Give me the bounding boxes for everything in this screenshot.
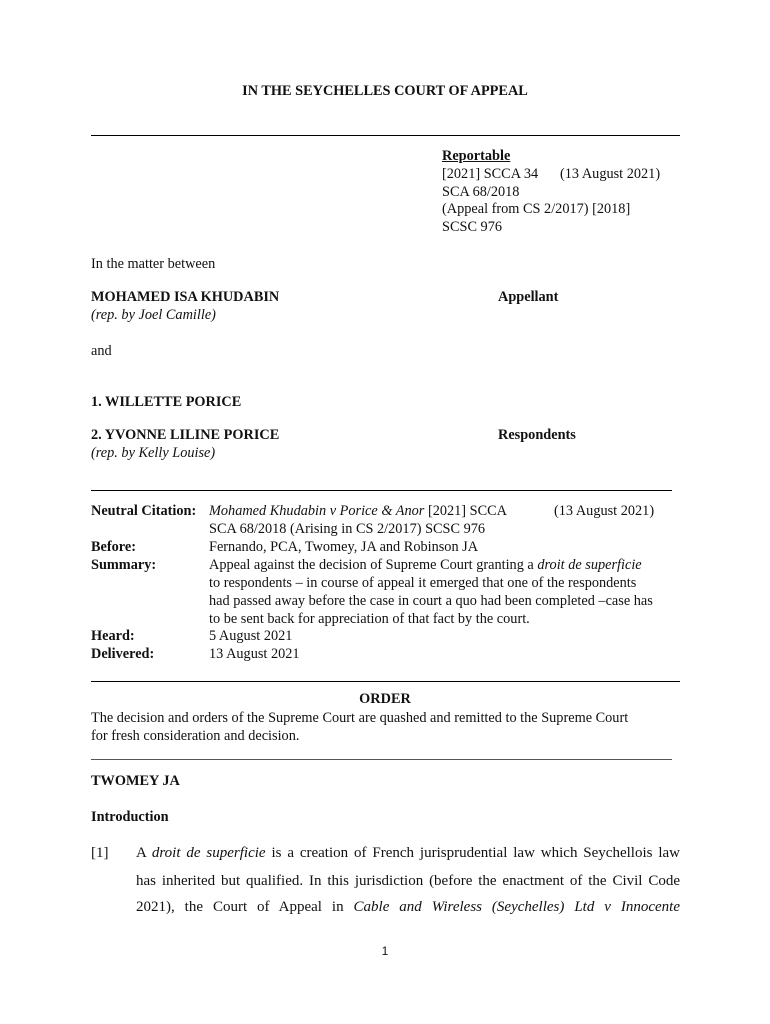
- page-number: 1: [381, 944, 389, 958]
- respondents-role: Respondents: [498, 427, 576, 443]
- heard-value: 5 August 2021: [209, 628, 293, 644]
- neutral-citation-date: (13 August 2021): [554, 503, 655, 519]
- appellant-name: MOHAMED ISA KHUDABIN: [91, 289, 280, 305]
- reportable-label: Reportable: [442, 148, 511, 164]
- and-text: and: [91, 343, 112, 359]
- reportable-citation: [2021] SCCA 34: [442, 166, 539, 182]
- order-line-1: The decision and orders of the Supreme Court are quashed and remitted to the Supreme Court: [91, 710, 629, 726]
- respondents-representation: (rep. by Kelly Louise): [91, 445, 216, 461]
- reportable-appeal-from-cont: SCSC 976: [442, 219, 502, 235]
- summary-line-4: to be sent back for appreciation of that fact by the court.: [209, 611, 530, 627]
- summary-line-3: had passed away before the case in court a quo had been completed –case has: [209, 593, 653, 609]
- case-citation: Cable and Wireless (Seychelles) Ltd v Innocente: [353, 899, 680, 915]
- neutral-citation-ref: [2021] SCCA: [427, 503, 507, 519]
- introduction-heading: Introduction: [91, 809, 169, 825]
- paragraph-1-line-3-text: 2021), the Court of Appeal in: [136, 899, 344, 915]
- before-value: Fernando, PCA, Twomey, JA and Robinson JA: [209, 539, 479, 555]
- paragraph-1-term: droit de superficie: [151, 845, 266, 861]
- court-title: IN THE SEYCHELLES COURT OF APPEAL: [242, 83, 528, 99]
- order-divider: [91, 759, 672, 760]
- parties-divider: [91, 490, 672, 491]
- neutral-citation-value: [209, 503, 507, 520]
- respondent-1-name: 1. WILLETTE PORICE: [91, 394, 242, 410]
- paragraph-1-line-1: [136, 845, 680, 862]
- delivered-value: 13 August 2021: [209, 646, 300, 662]
- paragraph-1-line-2: has inherited but qualified. In this jurisdiction (before the enactment of the Civil Code: [136, 873, 680, 889]
- order-heading: ORDER: [359, 691, 411, 707]
- summary-text: Appeal against the decision of Supreme Court granting a: [209, 557, 534, 573]
- appellant-representation: (rep. by Joel Camille): [91, 307, 216, 323]
- reportable-appeal-from: (Appeal from CS 2/2017) [2018]: [442, 201, 631, 217]
- details-divider: [91, 681, 680, 682]
- neutral-citation-case: Mohamed Khudabin v Porice & Anor: [209, 503, 425, 519]
- reportable-citation-date: (13 August 2021): [560, 166, 661, 182]
- judge-heading: TWOMEY JA: [91, 773, 180, 789]
- heard-label: Heard:: [91, 628, 135, 644]
- title-divider: [91, 135, 680, 136]
- neutral-citation-line2: SCA 68/2018 (Arising in CS 2/2017) SCSC 976: [209, 521, 486, 537]
- summary-line-1: [209, 557, 642, 574]
- paragraph-1-line-3: [136, 899, 680, 916]
- neutral-citation-label: Neutral Citation:: [91, 503, 197, 519]
- delivered-label: Delivered:: [91, 646, 155, 662]
- appellant-role: Appellant: [498, 289, 559, 305]
- summary-label: Summary:: [91, 557, 157, 573]
- matter-between: In the matter between: [91, 256, 216, 272]
- summary-line-2: to respondents – in course of appeal it emerged that one of the respondents: [209, 575, 637, 591]
- before-label: Before:: [91, 539, 136, 555]
- paragraph-number: [1]: [91, 845, 109, 861]
- paragraph-1-text: A: [136, 845, 147, 861]
- summary-term: droit de superficie: [537, 557, 642, 573]
- reportable-case-number: SCA 68/2018: [442, 184, 520, 200]
- order-line-2: for fresh consideration and decision.: [91, 728, 300, 744]
- respondent-2-name: 2. YVONNE LILINE PORICE: [91, 427, 280, 443]
- paragraph-1-text-cont: is a creation of French jurisprudential law which Seychellois law: [271, 845, 680, 861]
